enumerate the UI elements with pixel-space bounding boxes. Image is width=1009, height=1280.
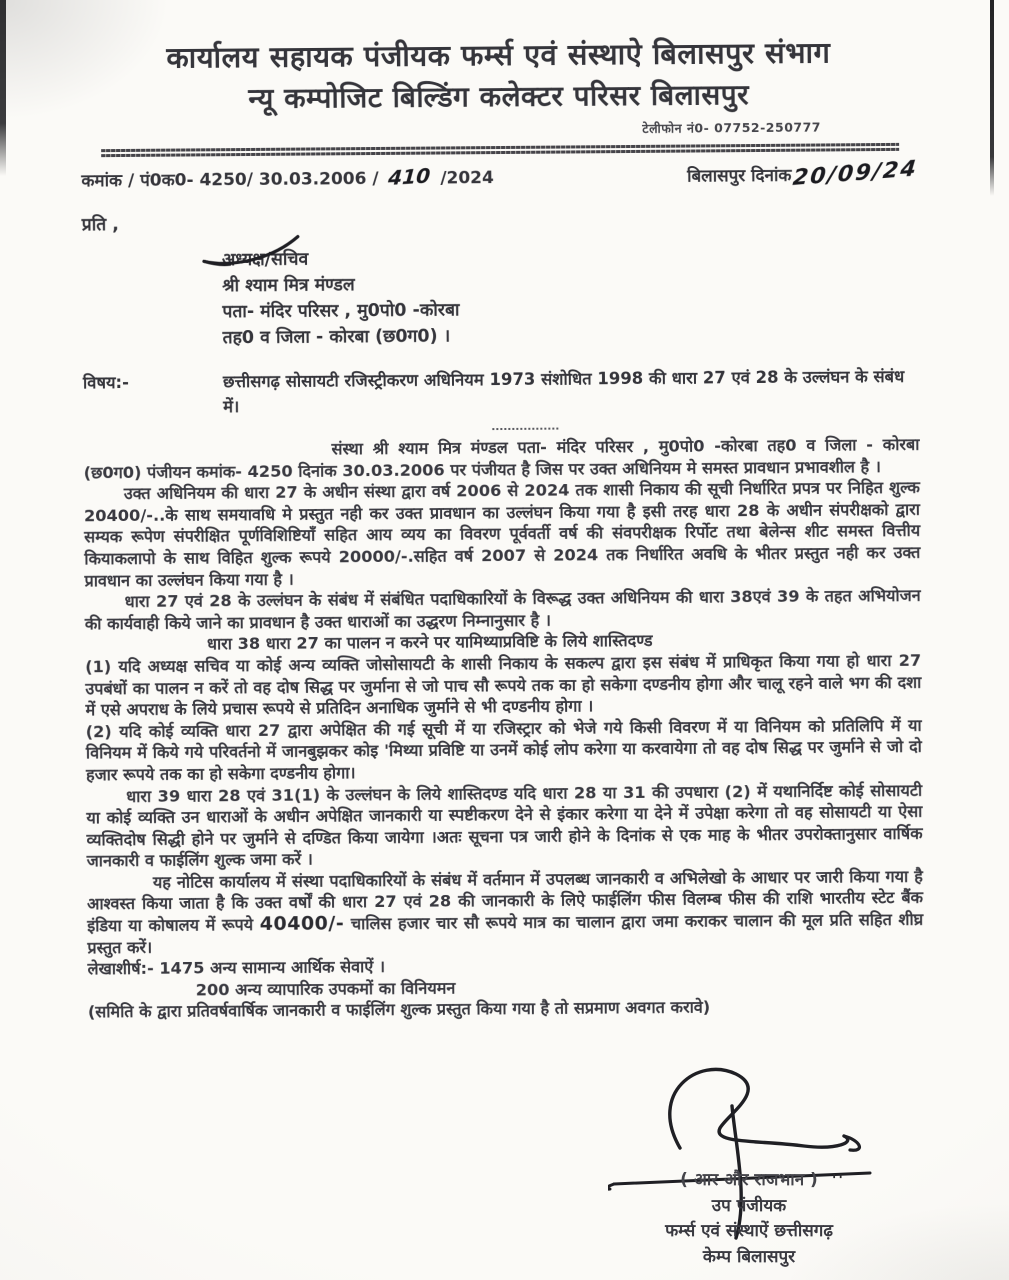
- office-name-line2: न्यू कम्पोजिट बिल्डिंग कलेक्टर परिसर बिलासपुर: [248, 78, 750, 115]
- addressee-name: श्री श्याम मित्र मंण्डल: [222, 275, 355, 297]
- letter-body: [83, 434, 924, 1024]
- subject-row: [83, 364, 919, 421]
- handwritten-date: 20/09/24: [791, 156, 920, 192]
- header-divider: [101, 143, 899, 157]
- letterhead: [80, 31, 917, 158]
- place-date-label: बिलासपुर दिनांक: [686, 165, 792, 187]
- subject-label: विषय:-: [82, 372, 130, 393]
- ref-handwritten-number: 410: [387, 163, 432, 190]
- signature-tick-marks: '': [831, 1171, 846, 1189]
- addressee-block: [222, 242, 919, 351]
- signatory-title: उप पंजीयक: [711, 1195, 787, 1216]
- body-paragraph-10: 200 अन्य व्यापारिक उपकमों का विनियमन: [195, 978, 456, 1000]
- body-paragraph-11: (समिति के द्वारा प्रतिवर्षवार्षिक जानकारी व फाईलिंग शुल्क प्रस्तुत किया गया है तो सप्रमाण अवगत करावे): [87, 997, 711, 1022]
- ref-year: /2024: [440, 168, 494, 189]
- body-paragraph-8-post: चालिस हजार चार सौ रूपये मात्र का चालान द्वारा जमा कराकर चालान की मूल प्रति सहित शीघ्र प्रस्तुत करें।: [87, 909, 924, 957]
- body-paragraph-8-pre: यह नोटिस कार्यालय में संस्था पदाधिकारियों के संबंध में वर्तमान में उपलब्ध जानकारी व अभिलेखो के आधार पर जारी किया गया है आश्वस्त किया जाता है कि उक्त वर्षों की धारा 27 एवं 28 की जानकारी के लिऐ फाईलिंग फीस विलम्ब फीस की राशि भारतीय स्टेट बैंक इंडिया या कोषालय में रूपये: [86, 866, 924, 936]
- subject-text: छत्तीसगढ़ सोसायटी रजिस्ट्रीकरण अधिनियम 1973 संशोधित 1998 की धारा 27 एवं 28 के उल्लंघन के संबंध में।: [222, 366, 905, 417]
- telephone-number: टेलीफोन नं0- 07752-250777: [642, 119, 822, 136]
- addressee-district: तह0 व जिला - कोरबा (छ0ग0) ।: [222, 326, 451, 349]
- signature-block: [598, 1168, 900, 1270]
- body-paragraph-6: (2) यदि कोई व्यक्ति धारा 27 द्वारा अपेक्षित की गई सूची में या रजिस्ट्रार को भेजे गये किसी विवरण में या विनियम को प्रतिलिपि में या विनियम में किये गये परिवर्तनो में जानबुझकर कोइ 'मिथ्या प्रविष्टि या उनमें कोई लोप करेगा या करवायेगा तो वह दोष सिद्ध पर जुर्माने से जो दो हजार रूपये तक का हो सकेगा दण्डनीय होगा।: [85, 715, 922, 785]
- reference-number: [81, 164, 494, 191]
- body-paragraph-7: धारा 39 धारा 28 एवं 31(1) के उल्लंघन के लिये शास्तिदण्ड यदि धारा 28 या 31 की उपधारा (2) में यथानिर्दिष्ट कोई सोसायटी या कोई व्यक्ति उन धाराओं के अधीन अपेक्षित जानकारी या स्पष्टीकरण देने से इंकार करेगा या देने में उपेक्षा करेगा तो वह सोसायटी या ऐसा व्यक्तिदोष सिद्धी होने पर जुर्माने से दण्डित किया जायेगा ।अतः सूचना पत्र जारी होने के दिनांक से एक माह के भीतर उपरोक्तानुसार वार्षिक जानकारी व फाईलिंग शुल्क जमा करें ।: [86, 780, 923, 871]
- reference-line: [81, 156, 920, 193]
- checkmark-icon: [200, 230, 318, 271]
- section-separator: [492, 426, 558, 431]
- office-name-line1: कार्यालय सहायक पंजीयक फर्म्स एवं संस्थाऐ बिलासपुर संभाग: [166, 35, 831, 75]
- signatory-name: ( आर और राजभान ): [680, 1170, 818, 1190]
- signatory-location: केम्प बिलासपुर: [702, 1246, 796, 1267]
- body-paragraph-3: धारा 27 एवं 28 के उल्लंघन के संबंध में संबंधित पदाधिकारियों के विरूद्ध उक्त अधिनियम की धारा 38एवं 39 के तहत अभियोजन की कार्यवाही किये जाने का प्रावधान है उक्त धाराओं का उद्धरण निम्नानुसार है ।: [84, 585, 921, 634]
- addressee-address: पता- मंदिर परिसर , मु0पो0 -कोरबा: [222, 300, 460, 323]
- signatory-department: फर्म्स एवं संस्थाऐं छत्तीसगढ़: [665, 1221, 833, 1241]
- body-paragraph-2: उक्त अधिनियम की धारा 27 के अधीन संस्था द्वारा वर्ष 2006 से 2024 तक शासी निकाय की सूची निर्धारित प्रपत्र पर निहित शुल्क 20400/-..के साथ समयावधि मे प्रस्तुत नही कर उक्त प्रावधान का उल्लंघन किया गया है इसी तरह धारा 28 के अधीन संपरीक्षको द्वारा सम्यक रूपेण संपरीक्षित पूर्णविशिष्टियॉं सहित आय व्यय का विवरण पूर्ववर्ती वर्ष की संवपरीक्षक रिर्पोट तथा बेलेन्स शीट समस्त वित्तीय कियाकलापो के साथ विहित शुल्क रूपये 20000/-.सहित वर्ष 2007 से 2024 तक निर्धारित अवधि के भीतर प्रस्तुत नही कर उक्त प्रावधान का उल्लंघन किया गया है ।: [83, 477, 921, 590]
- body-paragraph-5: (1) यदि अध्यक्ष सचिव या कोई अन्य व्यक्ति जोसोसायटी के शासी निकाय के सकल्प द्वारा इस संबंध में प्राधिकृत किया गया हो धारा 27 उपबंधों का पालन न करें तो वह दोष सिद्ध पर जुर्माना से जो पाच सौ रूपये तक का हो सकेगा दण्डनीय होगा और चालू रहने वाले भग की दशा में एसे अपराध के लिये प्रचास रूपये से प्रतिदिन अनाधिक जुर्माने से भी दण्डनीय होगा ।: [85, 650, 922, 720]
- ref-number-printed: कमांक / पं0क0- 4250/ 30.03.2006 /: [81, 168, 379, 192]
- body-paragraph-4: धारा 38 धारा 27 का पालन न करने पर यामिथ्याप्रविष्टि के लिये शास्तिदण्ड: [206, 631, 653, 654]
- body-paragraph-1: संस्था श्री श्याम मित्र मंण्डल पता- मंदिर परिसर , मु0पो0 -कोरबा तह0 व जिला - कोरबा (छ0ग0) पंजीयन कमांक- 4250 दिनांक 30.03.2006 पर पंजीयत है जिस पर उक्त अधिनियम मे समस्त प्रावधान प्रभावशील है ।: [83, 434, 920, 482]
- fee-amount: 40400/-: [259, 912, 345, 935]
- place-and-date: [686, 156, 920, 192]
- body-paragraph-9: लेखाशीर्ष:- 1475 अन्य सामान्य आर्थिक सेवाऐं ।: [87, 957, 386, 979]
- salutation: प्रति ,: [81, 215, 120, 236]
- body-paragraph-8: [87, 866, 924, 959]
- addressee-designation: अध्यक्ष/सचिव: [221, 249, 309, 271]
